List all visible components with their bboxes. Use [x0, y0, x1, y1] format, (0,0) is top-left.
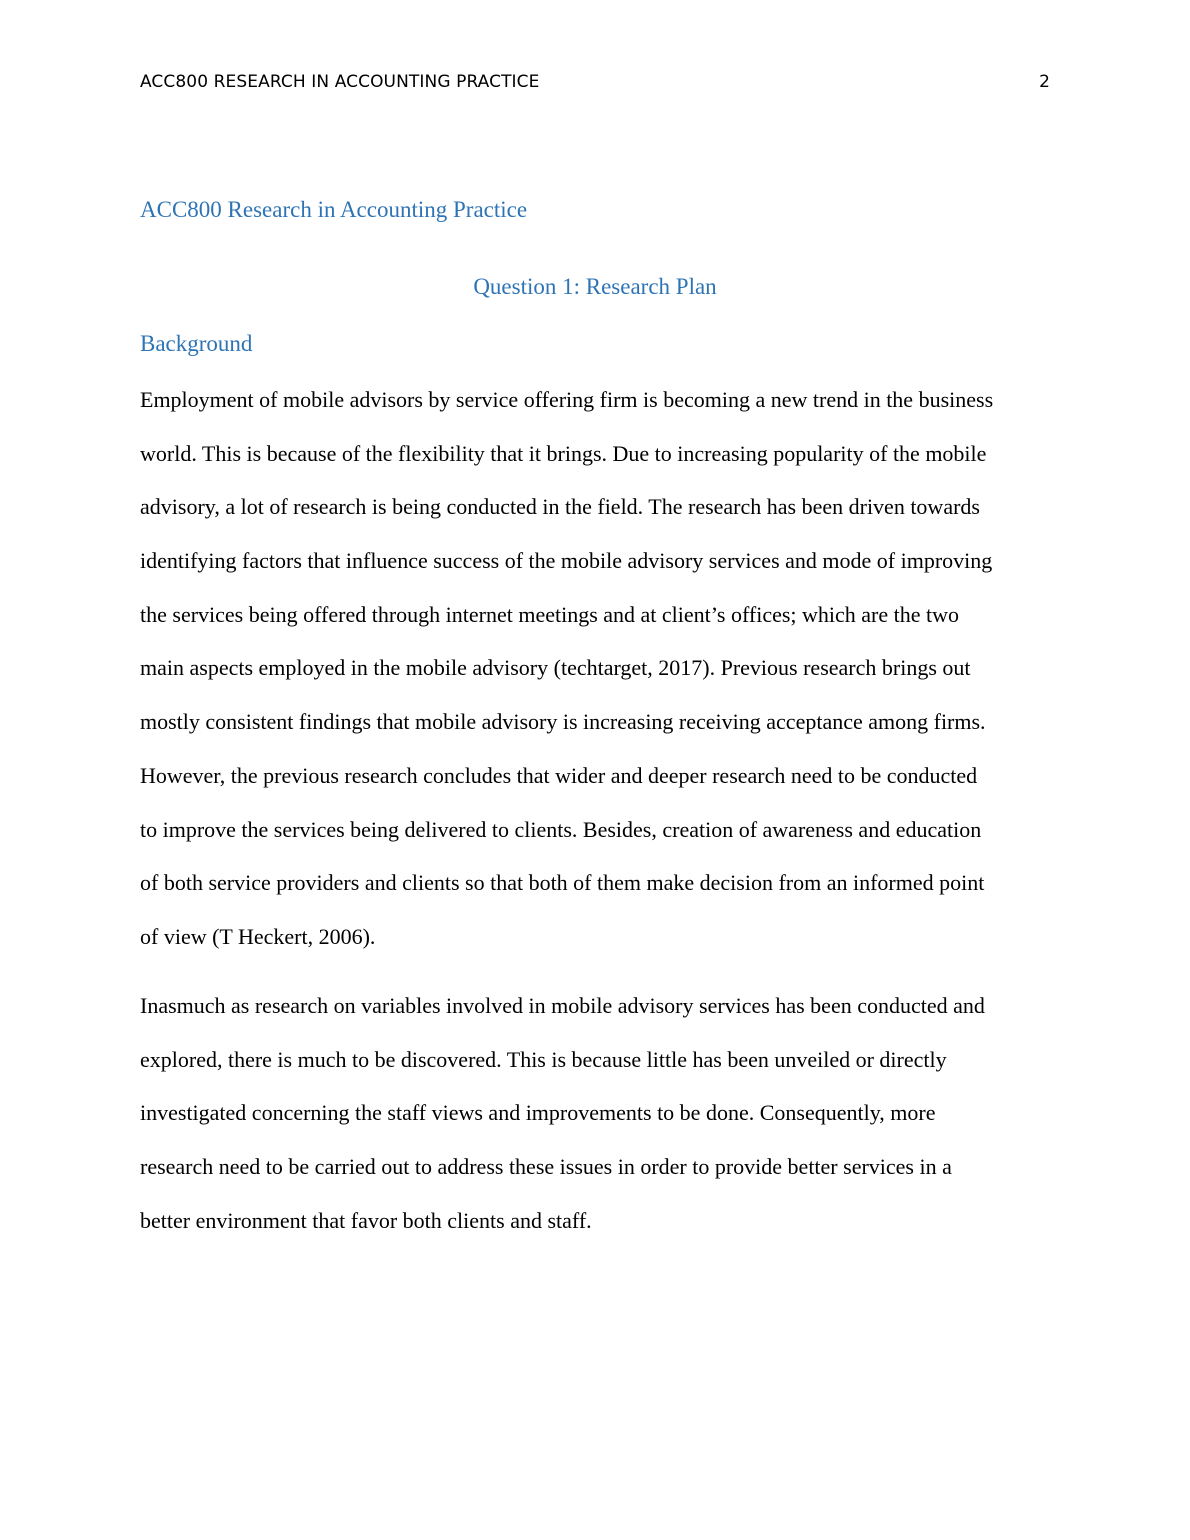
paragraph-line: to improve the services being delivered to clients. Besides, creation of awareness and education [140, 816, 982, 842]
paragraph-line: mostly consistent findings that mobile advisory is increasing receiving acceptance among firms. [140, 709, 986, 735]
running-header-title: ACC800 RESEARCH IN ACCOUNTING PRACTICE [140, 72, 540, 92]
paragraph-2 [140, 992, 1060, 1260]
document-title: ACC800 Research in Accounting Practice [140, 197, 528, 222]
paragraph-line: identifying factors that influence success of the mobile advisory services and mode of improving [140, 548, 993, 574]
running-header [140, 72, 1050, 96]
paragraph-line: Inasmuch as research on variables involved in mobile advisory services has been conducted and [140, 993, 985, 1018]
paragraph-line: However, the previous research concludes that wider and deeper research need to be conducted [140, 762, 978, 788]
paragraph-line: main aspects employed in the mobile advisory (techtarget, 2017). Previous research brings out [140, 655, 971, 681]
paragraph-line: investigated concerning the staff views and improvements to be done. Consequently, more [140, 1100, 936, 1126]
section-heading-background: Background [140, 331, 253, 356]
paragraph-1 [140, 386, 1060, 977]
page-number: 2 [1039, 72, 1050, 92]
paragraph-line: of view (T Heckert, 2006). [140, 923, 376, 949]
paragraph-line: better environment that favor both clients and staff. [140, 1207, 592, 1233]
paragraph-line: Employment of mobile advisors by service offering firm is becoming a new trend in the business [140, 387, 994, 412]
question-title: Question 1: Research Plan [473, 274, 717, 299]
paragraph-line: explored, there is much to be discovered. This is because little has been unveiled or directly [140, 1046, 947, 1072]
paragraph-line: research need to be carried out to address these issues in order to provide better services in a [140, 1154, 952, 1180]
paragraph-line: the services being offered through internet meetings and at client’s offices; which are the two [140, 601, 960, 627]
paragraph-line: advisory, a lot of research is being conducted in the field. The research has been driven towards [140, 494, 980, 520]
paragraph-line: world. This is because of the flexibility that it brings. Due to increasing popularity of the mobile [140, 440, 987, 466]
paragraph-line: of both service providers and clients so that both of them make decision from an informed point [140, 870, 985, 896]
